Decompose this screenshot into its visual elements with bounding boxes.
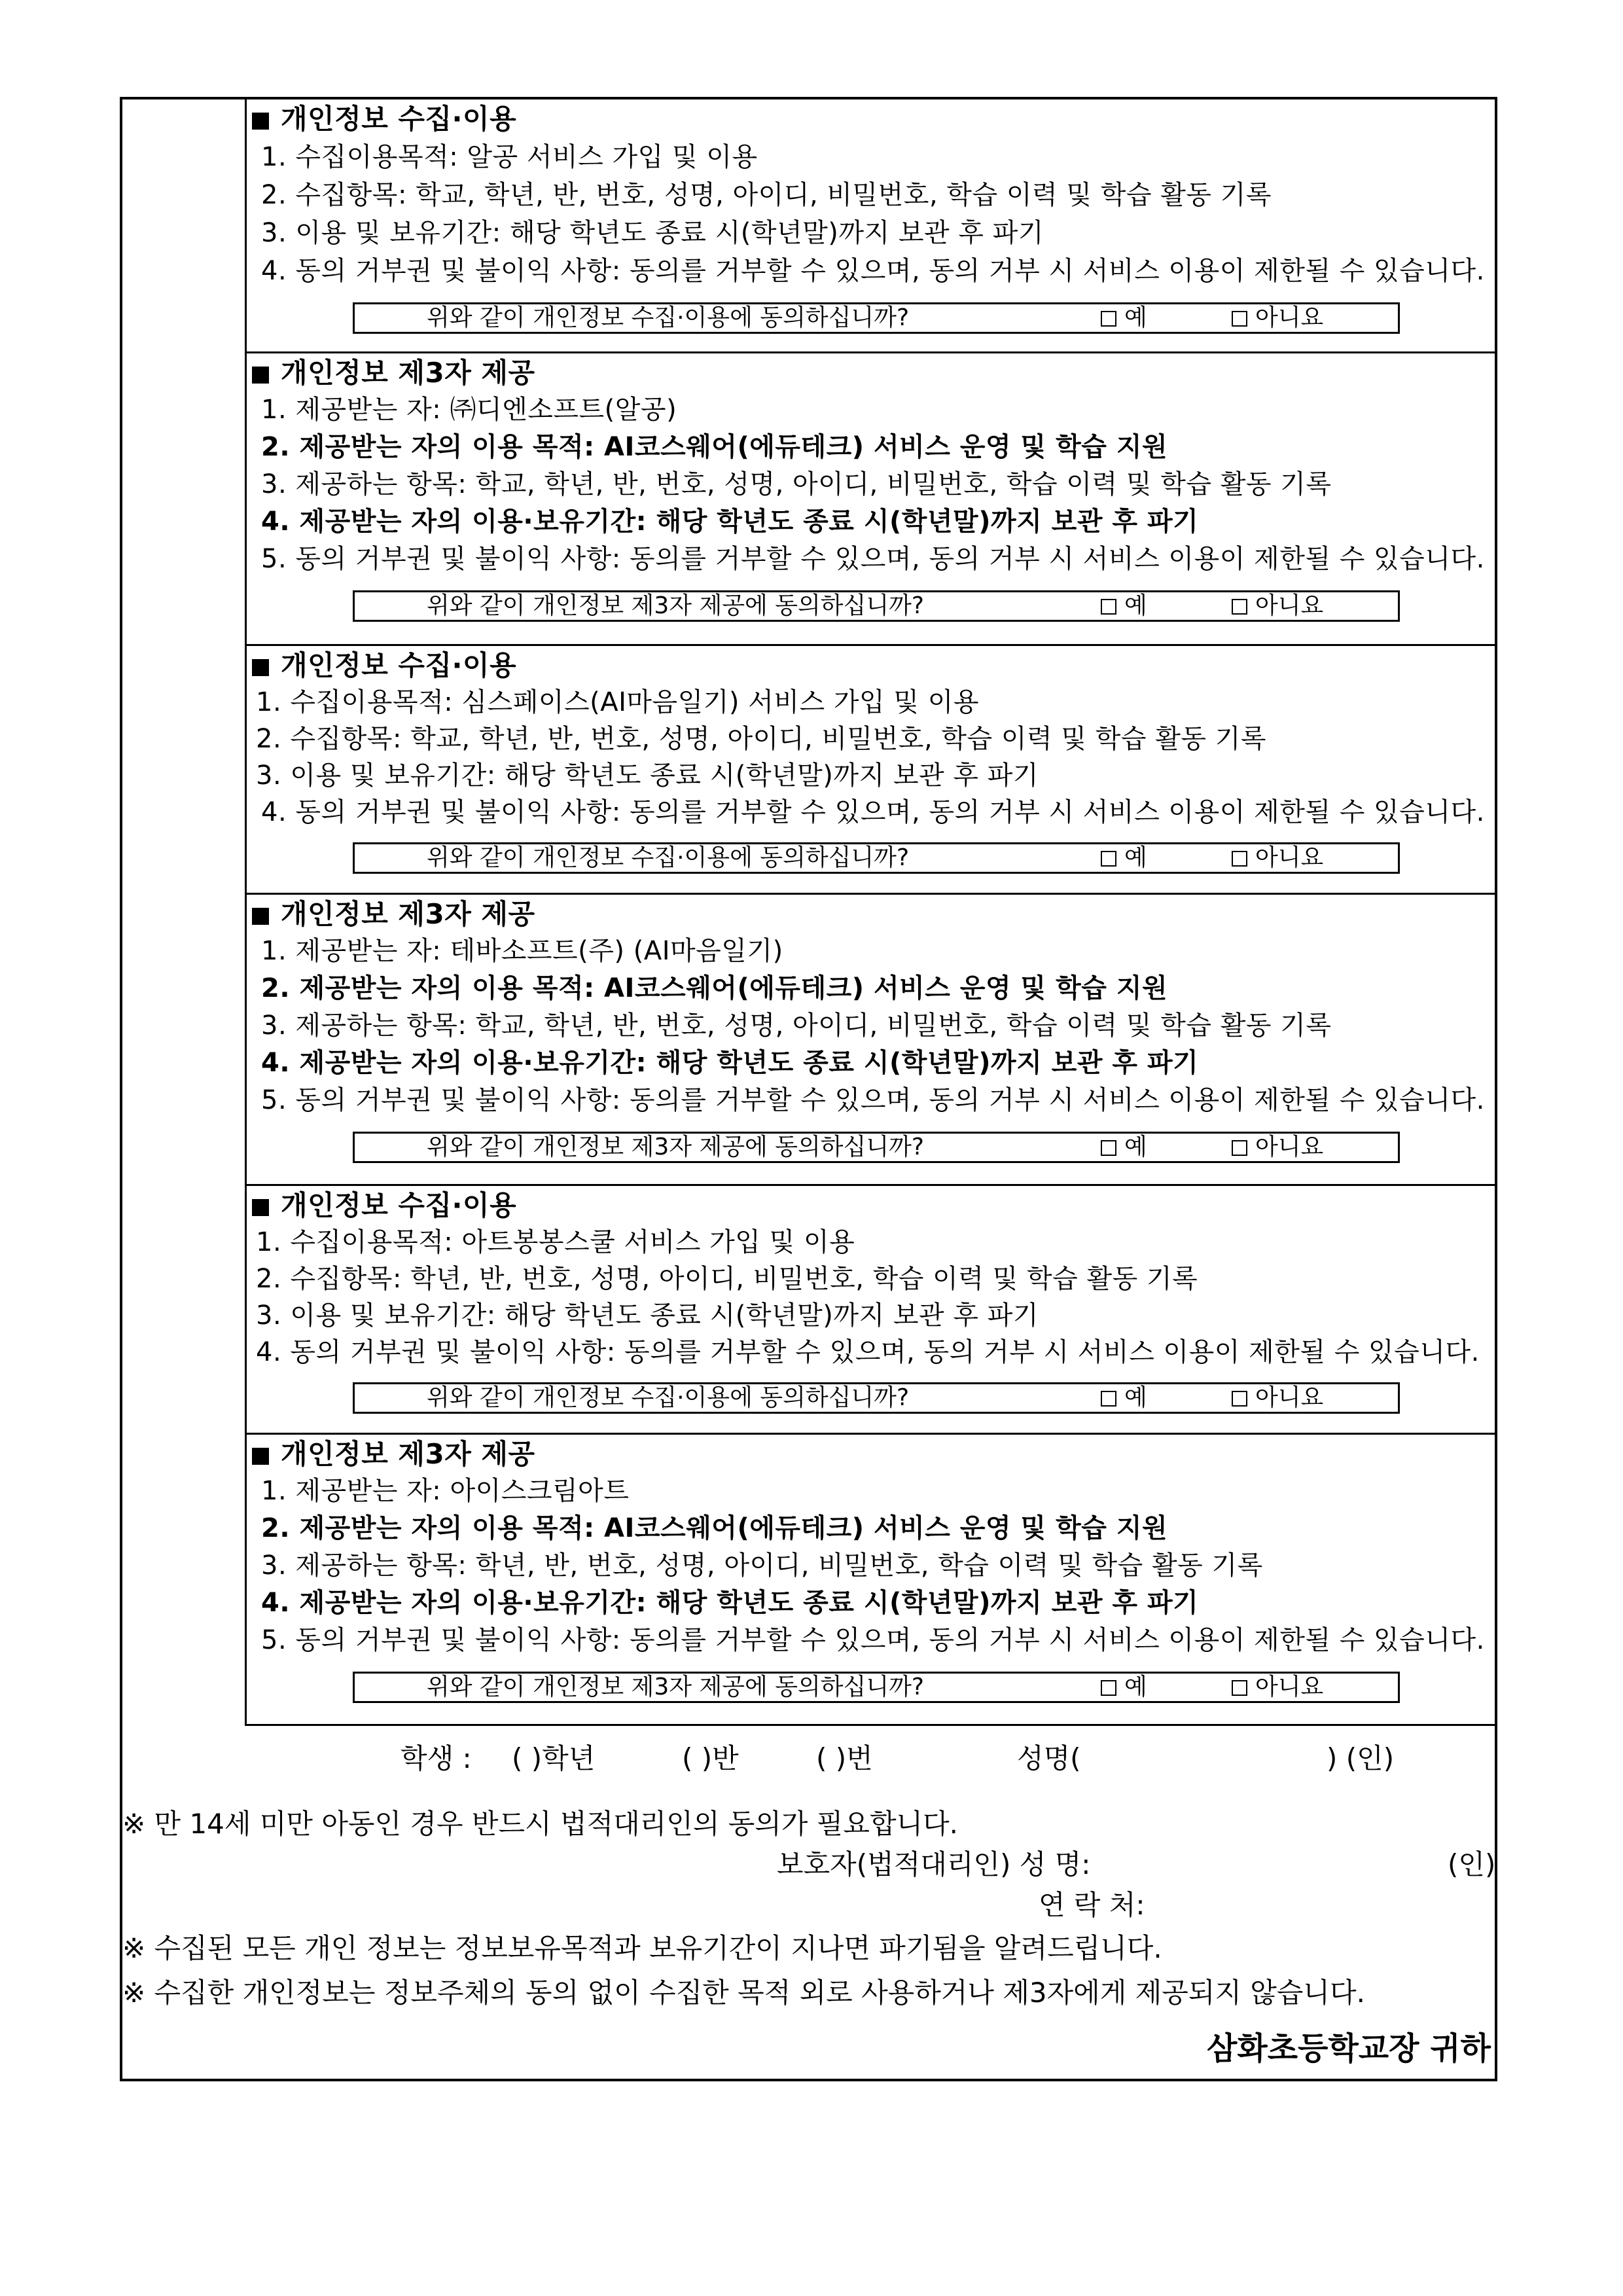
destroy-notice: ※ 수집된 모든 개인 정보는 정보보유목적과 보유기간이 지나면 파기됨을 알려드립니다. [122,1932,1162,1964]
no-label: 아니요 [1255,1674,1324,1700]
no-checkbox[interactable] [1232,1680,1247,1696]
no-label: 아니요 [1255,592,1324,619]
no-option[interactable] [1232,304,1323,332]
yes-label: 예 [1124,1134,1147,1160]
consent-section [247,646,1497,895]
yes-option[interactable] [1101,1384,1147,1412]
list-item: 4. 동의 거부권 및 불이익 사항: 동의를 거부할 수 있으며, 동의 거부 시 서비스 이용이 제한될 수 있습니다. [261,256,1485,286]
list-item: 2. 제공받는 자의 이용 목적: AI코스웨어(에듀테크) 서비스 운영 및 학습 지원 [261,1513,1168,1543]
square-bullet-icon [252,659,269,676]
consent-question: 위와 같이 개인정보 수집·이용에 동의하십니까? [427,304,910,331]
yes-label: 예 [1124,1674,1147,1700]
list-item: 2. 수집항목: 학년, 반, 번호, 성명, 아이디, 비밀번호, 학습 이력 및 학습 활동 기록 [256,1264,1198,1294]
list-item: 3. 이용 및 보유기간: 해당 학년도 종료 시(학년말)까지 보관 후 파기 [256,1300,1039,1331]
yes-checkbox[interactable] [1101,1391,1116,1407]
no-checkbox[interactable] [1232,851,1247,867]
contact-label: 연 락 처: [1039,1889,1145,1921]
consent-question: 위와 같이 개인정보 수집·이용에 동의하십니까? [427,1384,910,1411]
age-notice: ※ 만 14세 미만 아동인 경우 반드시 법적대리인의 동의가 필요합니다. [122,1808,959,1840]
yes-option[interactable] [1101,592,1147,620]
list-item: 5. 동의 거부권 및 불이익 사항: 동의를 거부할 수 있으며, 동의 거부 시 서비스 이용이 제한될 수 있습니다. [261,1625,1485,1655]
yes-option[interactable] [1101,304,1147,332]
list-item: 2. 수집항목: 학교, 학년, 반, 번호, 성명, 아이디, 비밀번호, 학습 이력 및 학습 활동 기록 [261,180,1272,210]
list-item: 2. 수집항목: 학교, 학년, 반, 번호, 성명, 아이디, 비밀번호, 학습 이력 및 학습 활동 기록 [256,724,1266,754]
consent-question: 위와 같이 개인정보 제3자 제공에 동의하십니까? [427,1134,924,1160]
square-bullet-icon [252,1448,269,1465]
no-checkbox[interactable] [1232,311,1247,327]
list-item: 4. 제공받는 자의 이용·보유기간: 해당 학년도 종료 시(학년말)까지 보관 후 파기 [261,1048,1199,1078]
consent-question: 위와 같이 개인정보 수집·이용에 동의하십니까? [427,844,910,871]
list-item: 5. 동의 거부권 및 불이익 사항: 동의를 거부할 수 있으며, 동의 거부 시 서비스 이용이 제한될 수 있습니다. [261,544,1485,574]
section-heading: 개인정보 수집·이용 [252,650,516,681]
consent-section [247,99,1497,353]
list-item: 5. 동의 거부권 및 불이익 사항: 동의를 거부할 수 있으며, 동의 거부 시 서비스 이용이 제한될 수 있습니다. [261,1085,1485,1115]
no-label: 아니요 [1255,1384,1324,1411]
yes-option[interactable] [1101,1674,1147,1701]
consent-question: 위와 같이 개인정보 제3자 제공에 동의하십니까? [427,1674,924,1700]
yes-checkbox[interactable] [1101,851,1116,867]
consent-section [247,895,1497,1186]
list-item: 1. 수집이용목적: 알공 서비스 가입 및 이용 [261,142,758,172]
student-name-field[interactable]: 성명( [1017,1742,1081,1774]
consent-question-box [353,842,1400,874]
no-option[interactable] [1232,1134,1323,1161]
consent-question-box [353,1672,1400,1703]
left-margin-column [122,99,247,1726]
no-label: 아니요 [1255,304,1324,331]
number-field[interactable]: ( )번 [816,1742,873,1774]
square-bullet-icon [252,367,269,384]
section-heading: 개인정보 수집·이용 [252,1190,516,1221]
section-heading: 개인정보 제3자 제공 [252,357,535,389]
student-seal: ) (인) [1327,1742,1395,1774]
usage-notice: ※ 수집한 개인정보는 정보주체의 동의 없이 수집한 목적 외로 사용하거나 제3자에게 제공되지 않습니다. [122,1977,1365,2009]
consent-section [247,353,1497,646]
student-label: 학생 : [401,1742,472,1774]
no-checkbox[interactable] [1232,1391,1247,1407]
grade-field[interactable]: ( )학년 [512,1742,596,1774]
no-label: 아니요 [1255,844,1324,871]
square-bullet-icon [252,1199,269,1216]
consent-question-box [353,590,1400,622]
no-checkbox[interactable] [1232,599,1247,615]
list-item: 1. 제공받는 자: ㈜디엔소프트(알공) [261,395,677,425]
list-item: 2. 제공받는 자의 이용 목적: AI코스웨어(에듀테크) 서비스 운영 및 학습 지원 [261,973,1168,1003]
consent-question-box [353,1132,1400,1163]
class-field[interactable]: ( )반 [682,1742,739,1774]
yes-option[interactable] [1101,1134,1147,1161]
guardian-name-label: 보호자(법적대리인) 성 명: [777,1848,1091,1880]
yes-label: 예 [1124,592,1147,619]
addressee: 삼화초등학교장 귀하 [1206,2030,1491,2067]
section-heading: 개인정보 수집·이용 [252,103,516,135]
section-heading: 개인정보 제3자 제공 [252,899,535,930]
list-item: 3. 제공하는 항목: 학교, 학년, 반, 번호, 성명, 아이디, 비밀번호, 학습 이력 및 학습 활동 기록 [261,1011,1332,1041]
list-item: 2. 제공받는 자의 이용 목적: AI코스웨어(에듀테크) 서비스 운영 및 학습 지원 [261,432,1168,462]
list-item: 4. 동의 거부권 및 불이익 사항: 동의를 거부할 수 있으며, 동의 거부 시 서비스 이용이 제한될 수 있습니다. [261,797,1485,827]
list-item: 1. 제공받는 자: 아이스크림아트 [261,1476,630,1506]
no-option[interactable] [1232,844,1323,872]
yes-checkbox[interactable] [1101,311,1116,327]
consent-section [247,1435,1497,1726]
list-item: 3. 이용 및 보유기간: 해당 학년도 종료 시(학년말)까지 보관 후 파기 [256,761,1039,791]
square-bullet-icon [252,908,269,925]
consent-question-box [353,302,1400,334]
no-checkbox[interactable] [1232,1140,1247,1156]
yes-checkbox[interactable] [1101,1140,1116,1156]
yes-label: 예 [1124,1384,1147,1411]
guardian-seal: (인) [1448,1848,1496,1880]
list-item: 4. 제공받는 자의 이용·보유기간: 해당 학년도 종료 시(학년말)까지 보관 후 파기 [261,507,1199,537]
consent-form [120,97,1497,2081]
section-heading: 개인정보 제3자 제공 [252,1439,535,1470]
list-item: 4. 제공받는 자의 이용·보유기간: 해당 학년도 종료 시(학년말)까지 보관 후 파기 [261,1588,1199,1618]
list-item: 3. 제공하는 항목: 학교, 학년, 반, 번호, 성명, 아이디, 비밀번호, 학습 이력 및 학습 활동 기록 [261,469,1332,499]
list-item: 1. 제공받는 자: 테바소프트(주) (AI마음일기) [261,936,783,966]
yes-option[interactable] [1101,844,1147,872]
no-label: 아니요 [1255,1134,1324,1160]
yes-label: 예 [1124,304,1147,331]
yes-checkbox[interactable] [1101,599,1116,615]
no-option[interactable] [1232,592,1323,620]
square-bullet-icon [252,113,269,130]
list-item: 1. 수집이용목적: 심스페이스(AI마음일기) 서비스 가입 및 이용 [256,687,980,717]
list-item: 3. 제공하는 항목: 학년, 반, 번호, 성명, 아이디, 비밀번호, 학습 이력 및 학습 활동 기록 [261,1551,1263,1581]
list-item: 4. 동의 거부권 및 불이익 사항: 동의를 거부할 수 있으며, 동의 거부 시 서비스 이용이 제한될 수 있습니다. [256,1337,1480,1367]
consent-question-box [353,1382,1400,1414]
list-item: 1. 수집이용목적: 아트봉봉스쿨 서비스 가입 및 이용 [256,1227,855,1257]
consent-question: 위와 같이 개인정보 제3자 제공에 동의하십니까? [427,592,924,619]
no-option[interactable] [1232,1384,1323,1412]
yes-label: 예 [1124,844,1147,871]
no-option[interactable] [1232,1674,1323,1701]
yes-checkbox[interactable] [1101,1680,1116,1696]
consent-section [247,1186,1497,1435]
list-item: 3. 이용 및 보유기간: 해당 학년도 종료 시(학년말)까지 보관 후 파기 [261,218,1044,248]
